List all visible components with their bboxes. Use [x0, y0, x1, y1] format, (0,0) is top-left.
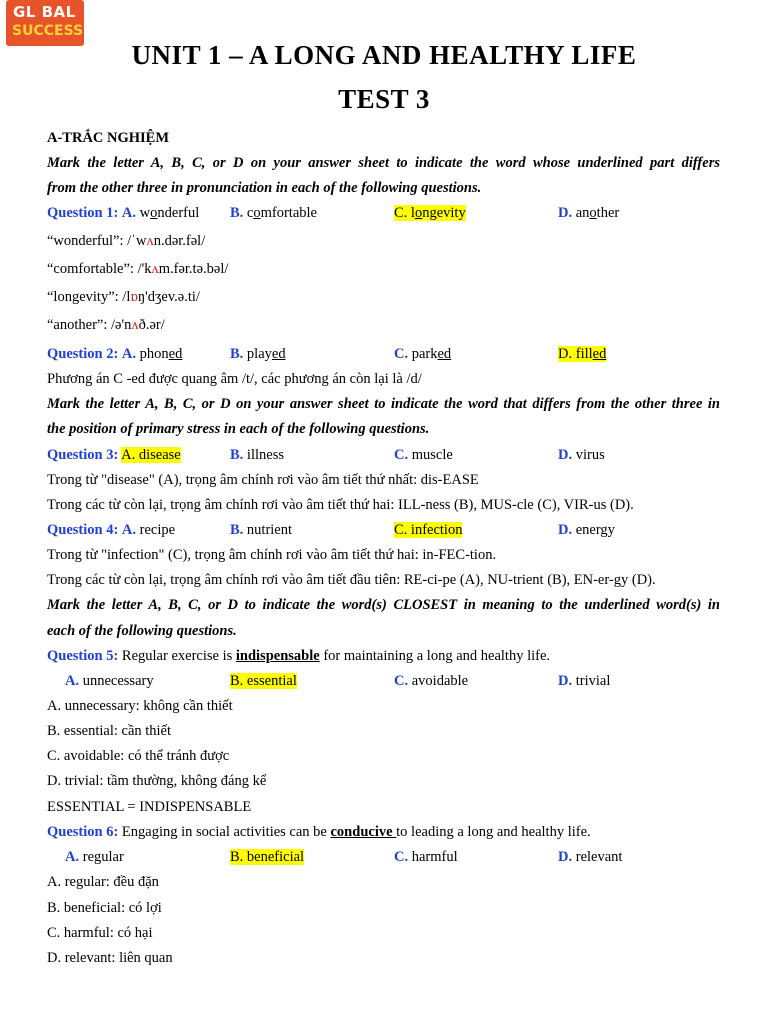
ipa-line-3: “longevity”: /lɒŋ'dʒev.ə.ti/ [47, 289, 200, 305]
q1-option-b: B. comfortable [230, 205, 317, 221]
q2-option-b: B. played [230, 346, 286, 362]
q6-explanation-2: B. beneficial: có lợi [47, 900, 162, 916]
q3-option-c: C. muscle [394, 447, 453, 463]
question-label: Question 1: [47, 205, 119, 221]
logo-top-text: GL BAL [13, 3, 76, 21]
ipa-line-1: “wonderful”: /ˈwʌn.dər.fəl/ [47, 233, 206, 249]
q6-option-d: D. relevant [558, 849, 623, 865]
q5-option-c: C. avoidable [394, 673, 469, 689]
question-3: Question 3: A. disease [47, 447, 181, 463]
q6-explanation-1: A. regular: đều đặn [47, 874, 159, 890]
ipa-line-2: “comfortable”: /'kʌm.fər.tə.bəl/ [47, 261, 229, 277]
instruction-2-line-1: Mark the letter A, B, C, or D on your answer sheet to indicate the word that differs from the other three in [47, 396, 720, 412]
q3-option-b: B. illness [230, 447, 284, 463]
question-4: Question 4: A. recipe [47, 522, 176, 538]
q5-option-b-answer: B. essential [230, 673, 297, 689]
page-title: UNIT 1 – A LONG AND HEALTHY LIFE [131, 40, 637, 70]
instruction-2-line-2: the position of primary stress in each of the following questions. [47, 421, 430, 437]
instruction-1-line-2: from the other three in pronunciation in each of the following questions. [47, 180, 482, 196]
q5-explanation-2: B. essential: cần thiết [47, 723, 172, 739]
q2-option-c: C. parked [394, 346, 452, 362]
q5-option-a: A. unnecessary [65, 673, 154, 689]
q6-option-b-answer: B. beneficial [230, 849, 305, 865]
q4-option-b: B. nutrient [230, 522, 293, 538]
q3-option-d: D. virus [558, 447, 605, 463]
q3-explanation-1: Trong từ "disease" (A), trọng âm chính rơi vào âm tiết thứ nhất: dis-EASE [47, 472, 479, 488]
q6-explanation-3: C. harmful: có hại [47, 925, 153, 941]
q4-explanation-1: Trong từ "infection" (C), trọng âm chính rơi vào âm tiết thứ hai: in-FEC-tion. [47, 547, 497, 563]
q6-option-a: A. regular [65, 849, 124, 865]
q4-option-c-answer: C. infection [394, 522, 463, 538]
logo-bottom-text: SUCCESS [12, 23, 84, 39]
q5-option-d: D. trivial [558, 673, 611, 689]
option-a: wonderful [139, 205, 200, 221]
q5-explanation-3: C. avoidable: có thể tránh được [47, 748, 230, 764]
q5-explanation-1: A. unnecessary: không cần thiết [47, 698, 233, 714]
q1-option-d: D. another [558, 205, 620, 221]
q2-explanation: Phương án C -ed được quang âm /t/, các phương án còn lại là /d/ [47, 371, 422, 387]
q6-explanation-4: D. relevant: liên quan [47, 950, 173, 966]
q1-option-c-answer: C. longevity [394, 205, 466, 221]
page-subtitle: TEST 3 [338, 84, 430, 114]
instruction-3-line-1: Mark the letter A, B, C, or D to indicate the word(s) CLOSEST in meaning to the underlined word(s) in [47, 597, 720, 613]
q4-explanation-2: Trong các từ còn lại, trọng âm chính rơi vào âm tiết đầu tiên: RE-ci-pe (A), NU-trient (B), EN-er-gy (D). [47, 572, 656, 588]
q5-explanation-4: D. trivial: tầm thường, không đáng kể [47, 773, 267, 789]
question-2: Question 2: A. phoned [47, 346, 183, 362]
question-1: Question 1: A. wonderful [47, 205, 200, 221]
section-heading: A-TRẮC NGHIỆM [47, 130, 170, 146]
ipa-line-4: “another”: /ə'nʌð.ər/ [47, 317, 165, 333]
instruction-3-line-2: each of the following questions. [47, 623, 237, 639]
question-6: Question 6: Engaging in social activities can be conducive to leading a long and healthy life. [47, 824, 591, 840]
instruction-1-line-1: Mark the letter A, B, C, or D on your answer sheet to indicate the word whose underlined part differs [47, 155, 720, 171]
q6-option-c: C. harmful [394, 849, 458, 865]
q4-option-d: D. energy [558, 522, 615, 538]
q3-explanation-2: Trong các từ còn lại, trọng âm chính rơi vào âm tiết thứ hai: ILL-ness (B), MUS-cle (C), VIR-us (D). [47, 497, 634, 513]
q2-option-d-answer: D. filled [558, 346, 607, 362]
question-5: Question 5: Regular exercise is indispensable for maintaining a long and healthy life. [47, 648, 551, 664]
q5-explanation-5: ESSENTIAL = INDISPENSABLE [47, 799, 252, 815]
